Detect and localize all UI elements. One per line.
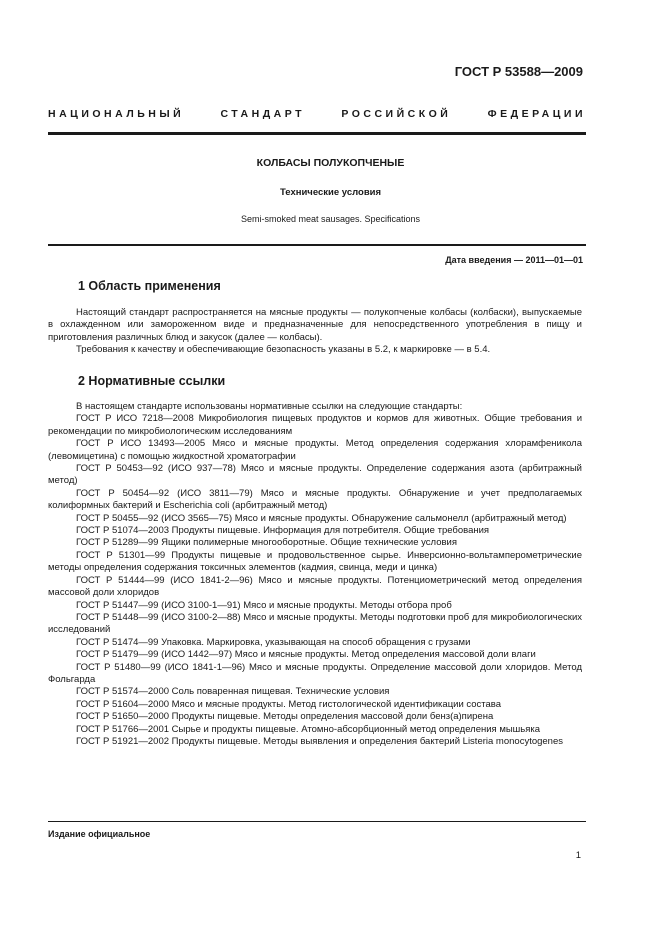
header-divider (48, 132, 586, 135)
section-2-body (48, 401, 582, 748)
english-title: Semi-smoked meat sausages. Specifications (240, 214, 421, 224)
section-1-paragraph: Требования к качеству и обеспечивающие безопасность указаны в 5.2, к маркировке — в 5.4. (76, 344, 491, 356)
section-2-heading: 2 Нормативные ссылки (78, 374, 226, 388)
reference-item: ГОСТ Р 51766—2001 Сырье и продукты пищевые. Атомно-абсорбционный метод определения мышьяка (76, 723, 541, 735)
section-1-heading: 1 Область применения (78, 279, 221, 293)
reference-item: ГОСТ Р ИСО 13493—2005 Мясо и мясные продукты. Метод определения содержания хлорамфеникола (левомицетина) с помощью жидкостной хроматографии (48, 438, 582, 462)
official-edition-label: Издание официальное (48, 829, 151, 839)
section-1-paragraph: Настоящий стандарт распространяется на мясные продукты — полукопченые колбасы (колбаски), выпускаемые в охлажденном или замороженном виде и предназначенные для непосредственного употребления в пищу и приготовления различных блюд и закусок (далее — колбасы). (48, 307, 582, 343)
reference-item: ГОСТ Р ИСО 7218—2008 Микробиология пищевых продуктов и кормов для животных. Общие требования и рекомендации по микробиологическим исследованиям (48, 413, 582, 437)
reference-item: ГОСТ Р 51604—2000 Мясо и мясные продукты. Метод гистологической идентификации состава (76, 698, 502, 710)
reference-item: ГОСТ Р 51921—2002 Продукты пищевые. Методы выявления и определения бактерий Listeria monocytogenes (76, 735, 564, 747)
reference-item: ГОСТ Р 51074—2003 Продукты пищевые. Информация для потребителя. Общие требования (76, 525, 490, 537)
national-standard-banner: НАЦИОНАЛЬНЫЙ СТАНДАРТ РОССИЙСКОЙ ФЕДЕРАЦИИ (48, 108, 586, 120)
reference-item: ГОСТ Р 51444—99 (ИСО 1841-2—96) Мясо и мясные продукты. Потенциометрический метод определения массовой доли хлоридов (48, 574, 582, 599)
document-number: ГОСТ Р 53588—2009 (454, 64, 583, 79)
reference-item: ГОСТ Р 51479—99 (ИСО 1442—97) Мясо и мясные продукты. Метод определения массовой доли влаги (76, 649, 536, 661)
section-2-intro: В настоящем стандарте использованы нормативные ссылки на следующие стандарты: (76, 401, 463, 412)
document-subtitle: Технические условия (279, 187, 382, 198)
introduction-date: Дата введения — 2011—01—01 (445, 255, 583, 265)
reference-item: ГОСТ Р 51301—99 Продукты пищевые и продовольственное сырье. Инверсионно-вольтамперометрические методы определения содержания токсичных элементов (кадмия, свинца, меди и цинка) (48, 549, 582, 574)
reference-item: ГОСТ Р 51480—99 (ИСО 1841-1—96) Мясо и мясные продукты. Определение массовой доли хлоридов. Метод Фольгарда (48, 661, 582, 685)
footer-divider (48, 821, 586, 822)
reference-item: ГОСТ Р 50455—92 (ИСО 3565—75) Мясо и мясные продукты. Обнаружение сальмонелл (арбитражный метод) (76, 512, 567, 524)
reference-item: ГОСТ Р 51448—99 (ИСО 3100-2—88) Мясо и мясные продукты. Методы подготовки проб для микробиологических исследований (48, 611, 582, 636)
reference-item: ГОСТ Р 50454—92 (ИСО 3811—79) Мясо и мясные продукты. Обнаружение и учет предполагаемых колиформных бактерий и Escherichia coli (арбитражный метод) (48, 487, 582, 512)
reference-item: ГОСТ Р 51650—2000 Продукты пищевые. Методы определения массовой доли бенз(а)пирена (76, 711, 494, 723)
title-divider (48, 244, 586, 246)
document-title: КОЛБАСЫ ПОЛУКОПЧЕНЫЕ (256, 157, 405, 169)
page-number: 1 (575, 850, 581, 861)
reference-item: ГОСТ Р 51447—99 (ИСО 3100-1—91) Мясо и мясные продукты. Методы отбора проб (76, 599, 452, 611)
section-1-body (48, 307, 582, 357)
reference-item: ГОСТ Р 51474—99 Упаковка. Маркировка, указывающая на способ обращения с грузами (76, 636, 471, 648)
reference-item: ГОСТ Р 51289—99 Ящики полимерные многооборотные. Общие технические условия (76, 537, 457, 549)
reference-item: ГОСТ Р 50453—92 (ИСО 937—78) Мясо и мясные продукты. Определение содержания азота (арбитражный метод) (48, 463, 582, 487)
reference-item: ГОСТ Р 51574—2000 Соль поваренная пищевая. Технические условия (76, 686, 390, 698)
